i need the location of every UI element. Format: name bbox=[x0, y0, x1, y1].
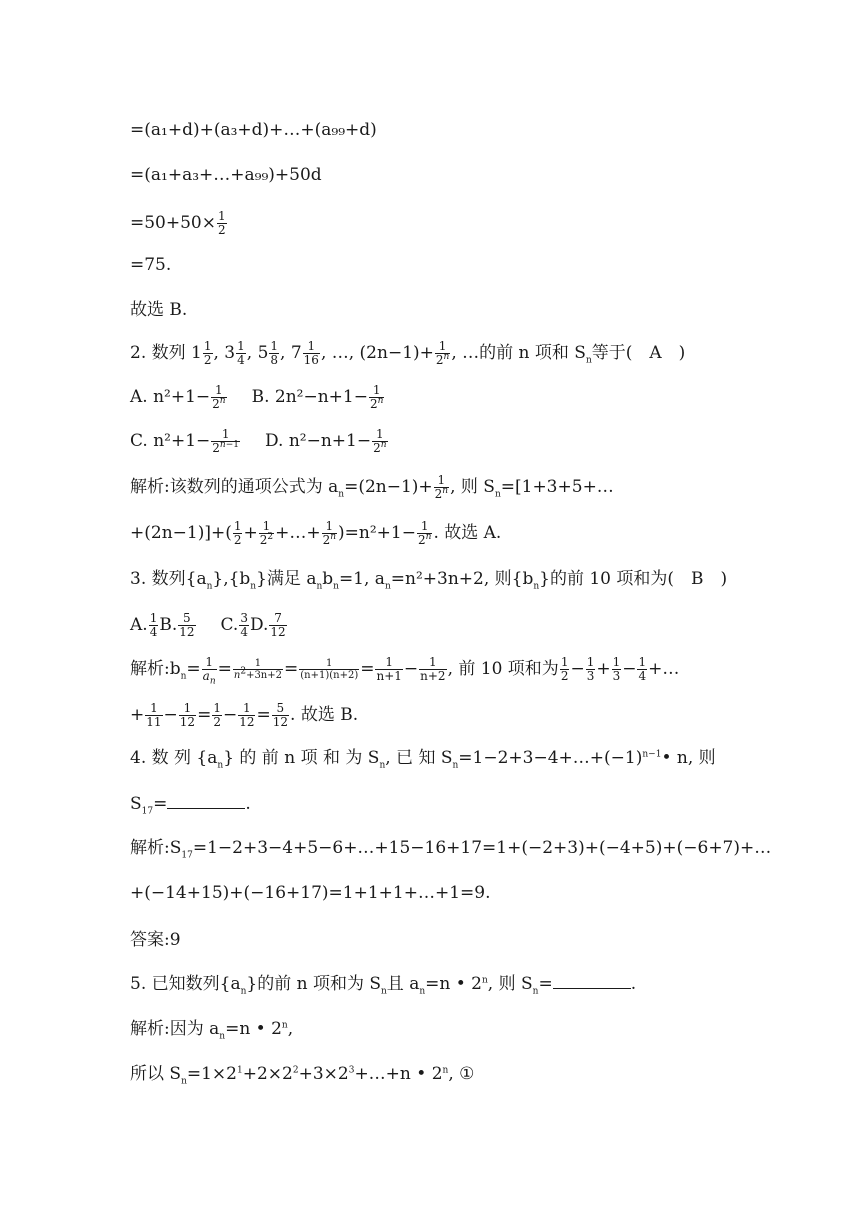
q5-line-d: +3×2 bbox=[298, 1064, 349, 1084]
question-4-analysis-2 bbox=[130, 881, 490, 905]
q5-analysis-b: =n • 2 bbox=[225, 1019, 282, 1039]
q2-analysis-d: =[1+3+5+… bbox=[500, 477, 614, 497]
question-3-analysis-1: 解析$:b_n=$ $\frac{1}{a_n}$ = $\frac{1}{n^2+3n+2}$ = $\frac{1}{(n+1)(n+2)}$ = $\frac{1}{n+1}$ − $\frac{1}{n+2}$ , 前 10 项和为 $\frac{1}{2}$ − $\frac{1}{3}$ + $\frac{1}{3}$ − $\frac{1}{4}$ +… bbox=[130, 655, 680, 687]
fraction bbox=[217, 210, 227, 237]
option-b: B. 2n²−n+1− bbox=[251, 387, 368, 407]
equation-c: =50+50× bbox=[130, 213, 216, 233]
q2-stem-tail: 等于( A ) bbox=[591, 343, 686, 363]
q5-line-a: 所以 S bbox=[130, 1064, 182, 1084]
q4-stem-d: =1−2+3−4+…+(−1) bbox=[458, 748, 643, 768]
question-5-analysis-1: 解析:因为 $a_n=n$ • 2$^n$, bbox=[130, 1019, 294, 1042]
question-2-stem: 2. 数列 1 $\frac{1}{2}$ , 3 $\frac{1}{4}$ , 5 $\frac{1}{8}$ , 7 $\frac{1}{16}$ , …, (2n−1)+ $\frac{1}{2^n}$ , …的前 n 项和 $S_n$等于( A ) bbox=[130, 339, 686, 367]
answer-blank-2 bbox=[553, 972, 631, 989]
q3-stem-f: =n²+3n+2, 则{b bbox=[390, 569, 534, 589]
q3-analysis-tail: . 故选 B. bbox=[290, 705, 359, 725]
q5-analysis-c: , bbox=[287, 1019, 294, 1039]
answer-blank bbox=[167, 792, 245, 809]
q2-analysis-c: , 则 S bbox=[450, 477, 495, 497]
q2-analysis-a: 解析:该数列的通项公式为 a bbox=[130, 477, 339, 497]
answer-choice: 故选 B. bbox=[130, 300, 188, 320]
q4-analysis-a: 解析:S bbox=[130, 838, 182, 858]
q5-analysis-a: 解析:因为 a bbox=[130, 1019, 220, 1039]
fraction-num: 1 bbox=[218, 209, 226, 223]
q5-stem-a: 5. 已知数列{a bbox=[130, 974, 241, 994]
option-a: A. n²+1− bbox=[130, 387, 211, 407]
question-4-analysis-1 bbox=[130, 836, 771, 860]
option-c: C. n²+1− bbox=[130, 431, 211, 451]
q4-line2-eq: = bbox=[153, 794, 168, 814]
q3-stem-g: }的前 10 项和为( B ) bbox=[539, 569, 728, 589]
q3-stem-b: },{b bbox=[212, 569, 251, 589]
question-4-stem: 4. 数 列 $\{a_n\}$ 的 前 n 项 和 为 $S_n$, 已 知 $S_n=1-2+3-4+\dots+(-1)^{n-1}•$ n, 则 bbox=[130, 748, 716, 771]
question-2-options-cd: C. n²+1− $\frac{1}{2^{n-1}}$ D. n²−n+1− $\frac{1}{2^n}$ bbox=[130, 427, 387, 455]
q5-stem-b: }的前 n 项和为 S bbox=[246, 974, 381, 994]
q2-analysis-b: =(2n−1)+ bbox=[344, 477, 433, 497]
q5-stem-g: . bbox=[630, 974, 637, 994]
q5-stem-d: =n • 2 bbox=[425, 974, 482, 994]
option-d: D. n²−n+1− bbox=[265, 431, 372, 451]
fraction-den: 2 bbox=[218, 223, 226, 237]
question-4-answer bbox=[130, 928, 181, 952]
q5-stem-c: 且 a bbox=[386, 974, 420, 994]
text-line-3 bbox=[130, 210, 228, 237]
q3-stem-e: =1, a bbox=[338, 569, 385, 589]
equation-b: =(a₁+a₃+…+a₉₉)+50d bbox=[130, 165, 322, 185]
text-line-5 bbox=[130, 298, 187, 322]
q4-stem-a: 4. 数 列 {a bbox=[130, 748, 218, 768]
question-2-analysis-1: 解析:该数列的通项公式为 $a_n=(2n-1)+$ $\frac{1}{2^n}$ , 则 $S_n=[1+3+5+\dots$ bbox=[130, 473, 614, 501]
q3-option-b: B. bbox=[159, 615, 178, 635]
q5-stem-f: = bbox=[538, 974, 553, 994]
question-5-analysis-2: 所以 $S_n=1\times 2^1+2\times 2^2+3\times 2^3+\dots+n$ • 2$^n$, ① bbox=[130, 1064, 475, 1087]
q4-stem-f: • n, 则 bbox=[661, 748, 716, 768]
text-line-4 bbox=[130, 253, 171, 277]
q3-option-c: C. bbox=[220, 615, 239, 635]
q2-analysis2-b: )=n²+1− bbox=[338, 523, 416, 543]
q5-line-c: +2×2 bbox=[242, 1064, 293, 1084]
q4-analysis-2: +(−14+15)+(−16+17)=1+1+1+…+1=9. bbox=[130, 883, 491, 903]
q4-stem-b: } 的 前 n 项 和 为 S bbox=[223, 748, 380, 768]
q3-option-d: D. bbox=[249, 615, 269, 635]
question-4-line-2: $S_{17}=$ . bbox=[130, 794, 251, 817]
q4-line2-sub: 17 bbox=[141, 806, 154, 817]
q3-analysis-b: , 前 10 项和为 bbox=[447, 659, 559, 679]
q4-analysis-sub: 17 bbox=[181, 850, 193, 861]
text-line-2 bbox=[130, 163, 322, 187]
q3-analysis-a: 解析:b bbox=[130, 659, 181, 679]
question-3-options: A. $\frac{1}{4}$ B. $\frac{5}{12}$ C. $\frac{3}{4}$ D. $\frac{7}{12}$ bbox=[130, 611, 286, 639]
q4-line2-s: S bbox=[130, 794, 142, 814]
q3-stem-d: b bbox=[322, 569, 334, 589]
q2-sub: n bbox=[585, 355, 592, 366]
q5-line-b: =1×2 bbox=[186, 1064, 237, 1084]
q4-stem-c: , 已 知 S bbox=[385, 748, 453, 768]
q2-analysis2-c: . 故选 A. bbox=[433, 523, 502, 543]
question-3-analysis-2: + $\frac{1}{11}$ − $\frac{1}{12}$ = $\frac{1}{2}$ − $\frac{1}{12}$ = $\frac{5}{12}$ . 故选 B. bbox=[130, 701, 359, 729]
text-line-1 bbox=[130, 118, 377, 142]
q4-answer: 答案:9 bbox=[130, 930, 181, 950]
q3-stem-a: 3. 数列{a bbox=[130, 569, 207, 589]
q2-analysis2-a: +(2n−1)]+( bbox=[130, 523, 232, 543]
question-2-options-ab: A. n²+1− $\frac{1}{2^n}$ B. 2n²−n+1− $\frac{1}{2^n}$ bbox=[130, 383, 384, 411]
q2-stem-end: 的前 n 项和 S bbox=[479, 343, 586, 363]
q4-analysis-rest: =1−2+3−4+5−6+…+15−16+17=1+(−2+3)+(−4+5)+(−6+7)+… bbox=[192, 838, 772, 858]
question-2-analysis-2: +(2n−1)]+( $\frac{1}{2}$ + $\frac{1}{2^2}$ +…+ $\frac{1}{2^n}$ )=n²+1− $\frac{1}{2^n}$ . 故选 A. bbox=[130, 519, 502, 547]
equation-d: =75. bbox=[130, 255, 172, 275]
q3-option-a: A. bbox=[130, 615, 148, 635]
equation-a: =(a₁+d)+(a₃+d)+…+(a₉₉+d) bbox=[130, 120, 377, 140]
q3-stem-c: }满足 a bbox=[256, 569, 317, 589]
q5-line-e: +…+n • 2 bbox=[354, 1064, 443, 1084]
q5-stem-e: , 则 S bbox=[487, 974, 533, 994]
question-5-stem: 5. 已知数列$\{a_n\}$的前 n 项和为 $S_n$且 $a_n=n$ • 2$^n$, 则 $S_n=$ . bbox=[130, 974, 637, 997]
question-3-stem: 3. 数列$\{a_n\},\{b_n\}$满足 $a_nb_n=1$, $a_n=n^2+3n+2$, 则$\{b_n\}$的前 10 项和为( B ) bbox=[130, 569, 728, 592]
q4-exponent: n−1 bbox=[642, 749, 662, 760]
q2-stem-start: 2. 数列 bbox=[130, 343, 192, 363]
q5-line-f: , ① bbox=[448, 1064, 475, 1084]
